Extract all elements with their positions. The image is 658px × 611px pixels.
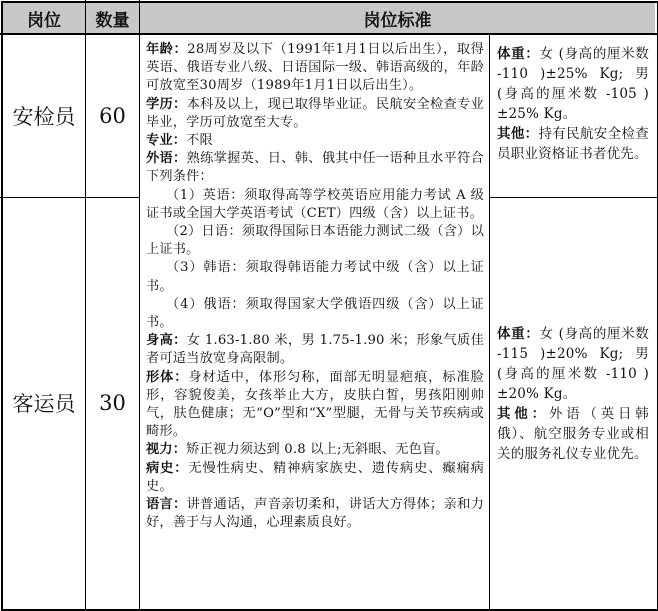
col-divider-3 (489, 33, 490, 610)
post-count-passenger: 30 (99, 391, 126, 415)
standards-cell (146, 41, 484, 532)
post-name-passenger: 客运员 (12, 392, 76, 416)
col-divider-2 (139, 0, 140, 610)
education-requirement: 学历：本科及以上，现已取得毕业证。民航安全检查专业毕业，学历可放宽至大专。 (146, 96, 484, 130)
other-requirement: 其他：外语（英日韩俄）、航空服务专业或相关的服务礼仪专业优先。 (497, 406, 649, 462)
language-item: （4）俄语：须取得国家大学俄语四级（含）以上证书。 (146, 296, 484, 331)
body-requirement: 形体：身材适中，体形匀称，面部无明显疤痕，标准脸形，容貌俊美，女孩举止大方，皮肤白皙，男孩阳刚帅气，肤色健康；无“O”型和“X”型腿，无骨与关节疾病或畸形。 (146, 369, 484, 440)
header-standard: 岗位标准 (363, 10, 432, 31)
other-requirement: 其他：持有民航安全检查员职业资格证书者优先。 (497, 126, 649, 162)
language-item: （2）日语：须取得国际日本语能力测试二级（含）以上证书。 (146, 224, 484, 258)
age-requirement: 年龄：28周岁及以下（1991年1月1日以后出生），取得英语、俄语专业八级、日语国际一级、韩语高级的，年龄可放宽至30周岁（1989年1月1日以后出生）。 (146, 42, 484, 94)
weight-requirement: 体重：女 (身高的厘米数 -115 )±20% Kg; 男 (身高的厘米数 -110 )±20% Kg。 (497, 326, 650, 402)
row-divider-right (489, 197, 658, 198)
language-requirement: 外语：熟练掌握英、日、韩、俄其中任一语种且水平符合下列条件： (146, 151, 484, 185)
height-requirement: 身高：女 1.63-1.80 米，男 1.75-1.90 米；形象气质佳者可适当放宽身高限制。 (146, 333, 484, 367)
post-count-security: 60 (99, 104, 126, 128)
header-count: 数量 (95, 10, 130, 31)
language-item: （1）英语：须取得高等学校英语应用能力考试 A 级证书或全国大学英语考试（CET）四级（含）以上证书。 (146, 187, 484, 221)
medical-history-requirement: 病史：无慢性病史、精神病家族史、遗传病史、癫痫病史。 (146, 460, 484, 494)
security-extra-cell (497, 44, 649, 164)
post-name-security: 安检员 (12, 105, 76, 129)
weight-requirement: 体重：女 (身高的厘米数 -110 )±25% Kg; 男 (身高的厘米数 -105 )±25% Kg。 (497, 46, 650, 122)
speech-requirement: 语言：讲普通话，声音亲切柔和，讲话大方得体；亲和力好，善于与人沟通，心理素质良好。 (146, 497, 484, 531)
header-post: 岗位 (27, 10, 61, 31)
vision-requirement: 视力：矫正视力须达到 0.8 以上;无斜眼、无色盲。 (146, 442, 449, 458)
major-requirement: 专业：不限 (146, 133, 213, 149)
passenger-extra-cell (497, 324, 649, 464)
language-item: （3）韩语：须取得韩语能力考试中级（含）以上证书。 (146, 260, 484, 294)
